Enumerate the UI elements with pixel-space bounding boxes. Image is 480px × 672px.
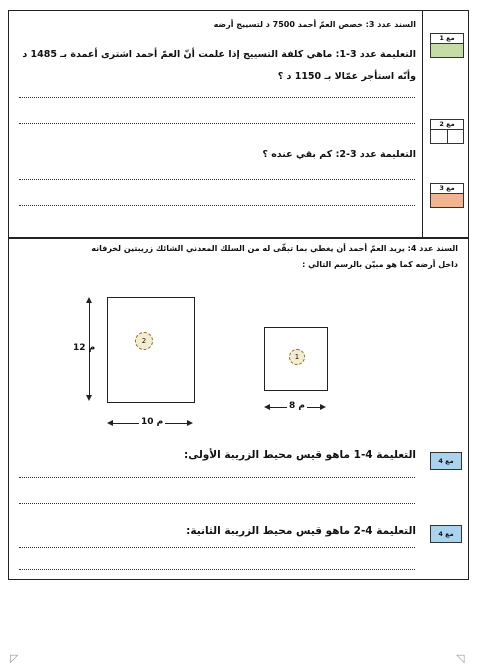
page-corner-mark-right: ◹ xyxy=(456,652,465,665)
score-box-4a xyxy=(430,452,462,470)
question-3-1-line1: التعليمة عدد 3-1: ماهي كلفة التسييج إذا علمت أنّ العمّ أحمد اشترى أعمدة بـ 1485 د xyxy=(22,49,416,60)
score-label: مع 1 xyxy=(439,34,455,42)
score-label: مع 3 xyxy=(439,184,455,192)
answer-line[interactable] xyxy=(19,97,415,98)
score-box-2 xyxy=(430,119,464,144)
arrow-head-down-icon xyxy=(86,395,92,401)
worksheet xyxy=(8,10,470,580)
width-label-small: 8 م xyxy=(289,401,306,411)
answer-line[interactable] xyxy=(19,123,415,124)
exercise-4-context-line2: داخل أرضه كما هو مبيّن بالرسم التالي : xyxy=(302,260,458,269)
answer-line[interactable] xyxy=(19,205,415,206)
width-label-big: 10 م xyxy=(141,417,164,427)
answer-line[interactable] xyxy=(19,179,415,180)
arrow-head-left-icon xyxy=(107,420,113,426)
answer-line[interactable] xyxy=(19,547,415,548)
arrow-head-right-icon xyxy=(187,420,193,426)
exercise-3-context: السند عدد 3: خصص العمّ أحمد 7500 د لتسييج أرضه xyxy=(213,20,416,29)
answer-line[interactable] xyxy=(19,477,415,478)
arrow-head-up-icon xyxy=(86,297,92,303)
question-3-2: التعليمة عدد 3-2: كم بقي عنده ؟ xyxy=(262,149,416,160)
page-corner-mark-left: ◸ xyxy=(10,652,19,665)
exercise-4-frame xyxy=(8,238,469,580)
arrow-head-left-icon xyxy=(264,404,270,410)
score-box-4b xyxy=(430,525,462,543)
height-label: 12 م xyxy=(73,343,96,353)
enclosure-2-square xyxy=(107,297,195,403)
score-cell: مع 4 xyxy=(431,526,461,542)
score-cell: مع 4 xyxy=(431,453,461,469)
question-4-1: التعليمة 4-1 ماهو قيس محيط الزريبة الأولى: xyxy=(184,449,416,461)
question-4-2: التعليمة 4-2 ماهو قيس محيط الزريبة الثانية: xyxy=(186,525,416,537)
score-column-divider xyxy=(422,11,423,237)
enclosure-1-badge: 1 xyxy=(289,349,305,365)
score-cell xyxy=(431,129,463,143)
score-cell xyxy=(431,193,463,207)
score-box-1 xyxy=(430,33,464,58)
answer-line[interactable] xyxy=(19,503,415,504)
answer-line[interactable] xyxy=(19,569,415,570)
exercise-4-context-line1: السند عدد 4: يريد العمّ أحمد أن يغطي بما تبقّى له من السلك المعدني الشائك زريبتين لخرفانه xyxy=(91,244,458,253)
score-box-3 xyxy=(430,183,464,208)
score-label: مع 2 xyxy=(439,120,455,128)
enclosure-2-badge: 2 xyxy=(135,332,153,350)
arrow-head-right-icon xyxy=(320,404,326,410)
score-cell xyxy=(431,43,463,57)
exercise-3-frame xyxy=(8,10,469,238)
question-3-1-line2: وأنّه استأجر عمّالا بـ 1150 د ؟ xyxy=(277,71,416,82)
